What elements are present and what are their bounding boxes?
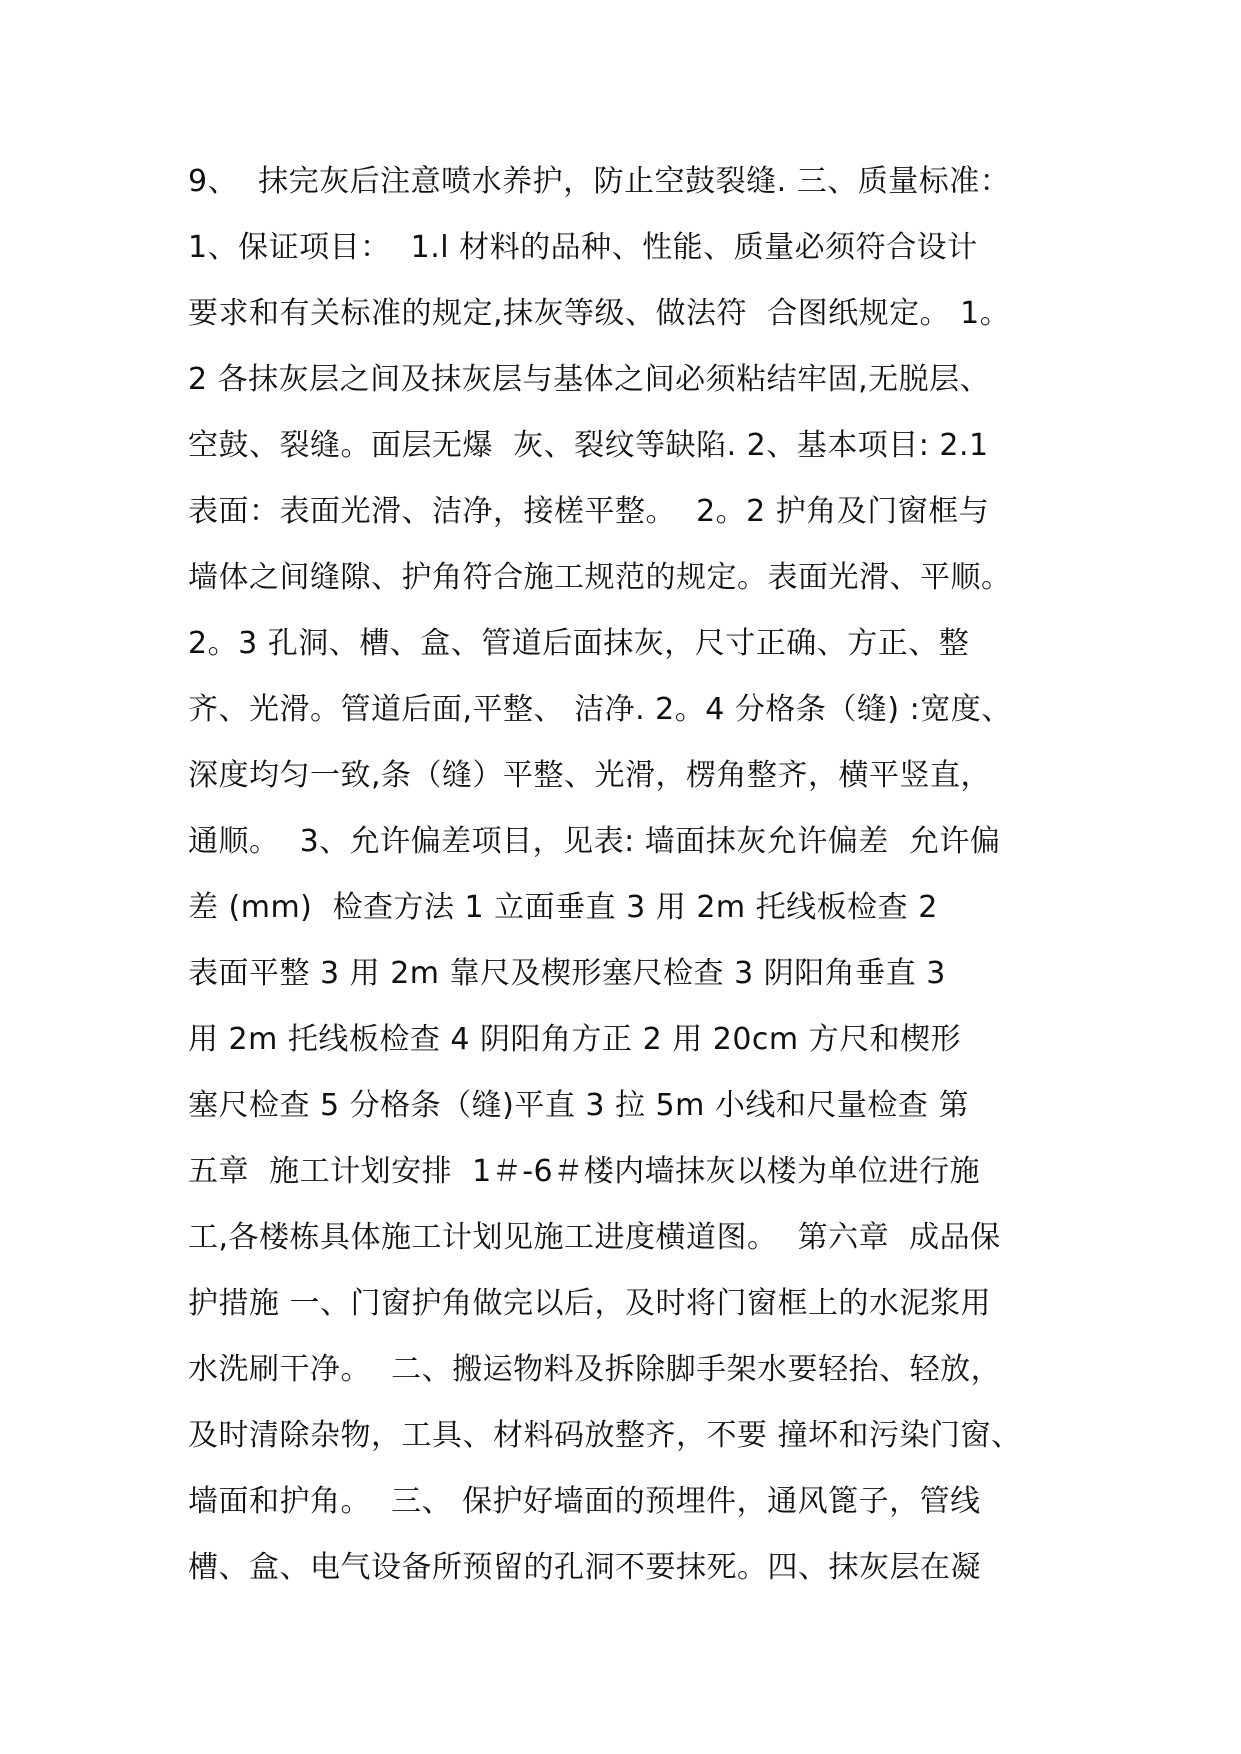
text-line: 槽、盒、电气设备所预留的孔洞不要抹死。四、抹灰层在凝 [188, 1550, 981, 1585]
text-line: 深度均匀一致,条（缝）平整、光滑，楞角整齐，横平竖直， [188, 758, 992, 793]
text-line: 工,各楼栋具体施工计划见施工进度横道图。 第六章 成品保 [188, 1220, 1001, 1255]
text-line: 墙面和护角。 三、 保护好墙面的预埋件，通风篦子，管线 [188, 1484, 981, 1519]
text-line: 齐、光滑。管道后面,平整、 洁净. 2。4 分格条（缝) :宽度、 [188, 692, 1012, 727]
text-line: 表面：表面光滑、洁净，接槎平整。 2。2 护角及门窗框与 [188, 494, 990, 529]
text-line: 要求和有关标准的规定,抹灰等级、做法符 合图纸规定。 1。 [188, 296, 1011, 331]
text-line: 及时清除杂物，工具、材料码放整齐，不要 撞坏和污染门窗、 [188, 1418, 1022, 1453]
text-line: 墙体之间缝隙、护角符合施工规范的规定。表面光滑、平顺。 [188, 560, 1012, 595]
text-line: 差 (mm) 检查方法 1 立面垂直 3 用 2m 托线板检查 2 [188, 890, 938, 925]
text-line: 塞尺检查 5 分格条（缝)平直 3 拉 5m 小线和尺量检查 第 [188, 1088, 969, 1123]
text-line: 空鼓、裂缝。面层无爆 灰、裂纹等缺陷. 2、基本项目: 2.1 [188, 428, 989, 463]
text-line: 用 2m 托线板检查 4 阴阳角方正 2 用 20cm 方尺和楔形 [188, 1022, 962, 1057]
text-line: 1、保证项目： 1.l 材料的品种、性能、质量必须符合设计 [188, 230, 978, 265]
text-line: 2。3 孔洞、槽、盒、管道后面抹灰，尺寸正确、方正、整 [188, 626, 970, 661]
text-line: 五章 施工计划安排 1＃-6＃楼内墙抹灰以楼为单位进行施 [188, 1154, 981, 1189]
text-line: 9、 抹完灰后注意喷水养护，防止空鼓裂缝. 三、质量标准： [188, 164, 1011, 199]
text-line: 表面平整 3 用 2m 靠尺及楔形塞尺检查 3 阴阳角垂直 3 [188, 956, 946, 991]
body-text [188, 162, 1088, 1614]
text-line: 护措施 一、门窗护角做完以后，及时将门窗框上的水泥浆用 [188, 1286, 992, 1321]
text-line: 水洗刷干净。 二、搬运物料及拆除脚手架水要轻抬、轻放， [188, 1352, 1002, 1387]
text-line: 2 各抹灰层之间及抹灰层与基体之间必须粘结牢固,无脱层、 [188, 362, 991, 397]
text-line: 通顺。 3、允许偏差项目，见表: 墙面抹灰允许偏差 允许偏 [188, 824, 1001, 859]
